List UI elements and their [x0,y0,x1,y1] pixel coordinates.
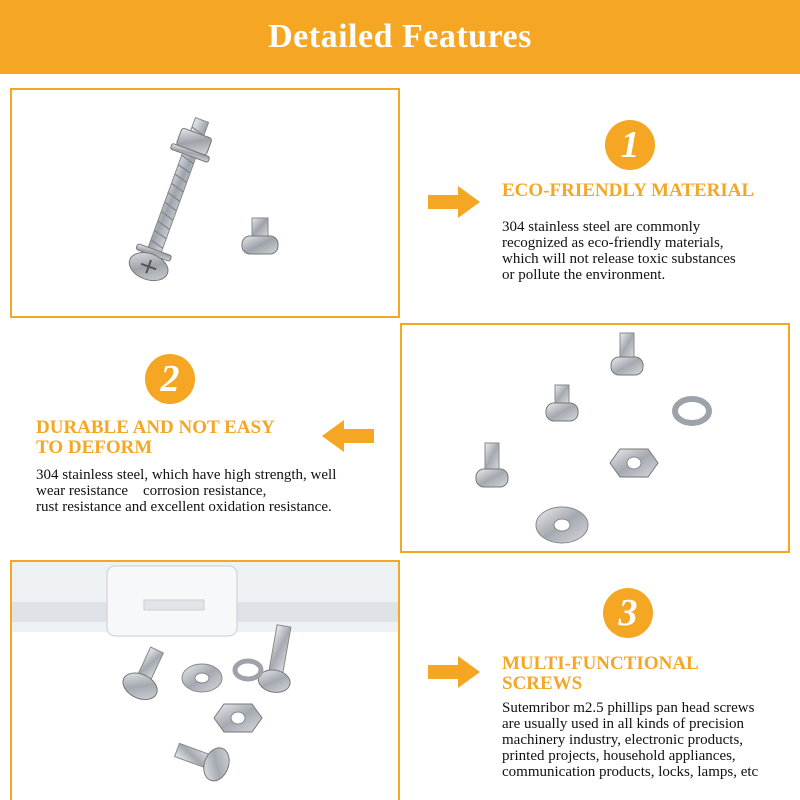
long-screw-photo [12,90,400,318]
photo-panel-2 [400,323,790,553]
feature-number-2-badge: 2 [145,354,195,404]
feature-description-1: 304 stainless steel are commonly recognized as eco-friendly materials, which will not release toxic substances or pollute the environment. [502,219,736,283]
feature-heading-3: MULTI-FUNCTIONAL SCREWS [502,653,699,694]
feature-heading-1: ECO-FRIENDLY MATERIAL [502,180,755,201]
photo-panel-3 [10,560,400,800]
feature-number-3-badge: 3 [603,588,653,638]
page-title: Detailed Features [268,18,532,55]
arrow-right-icon [428,656,480,688]
storage-box-photo [12,562,400,800]
photo-panel-1 [10,88,400,318]
feature-number-1-badge: 1 [605,120,655,170]
feature-description-3: Sutemribor m2.5 phillips pan head screws are usually used in all kinds of precision machinery industry, electronic products, printed projects, household appliances, communication products, locks, lamps, etc [502,700,759,780]
scattered-parts-photo [402,325,790,553]
feature-heading-2: DURABLE AND NOT EASY TO DEFORM [36,417,275,458]
feature-description-2: 304 stainless steel, which have high strength, well wear resistance corrosion resistance, rust resistance and excellent oxidation resistance. [36,467,337,515]
arrow-left-icon [322,420,374,452]
arrow-right-icon [428,186,480,218]
header-banner [0,0,800,74]
